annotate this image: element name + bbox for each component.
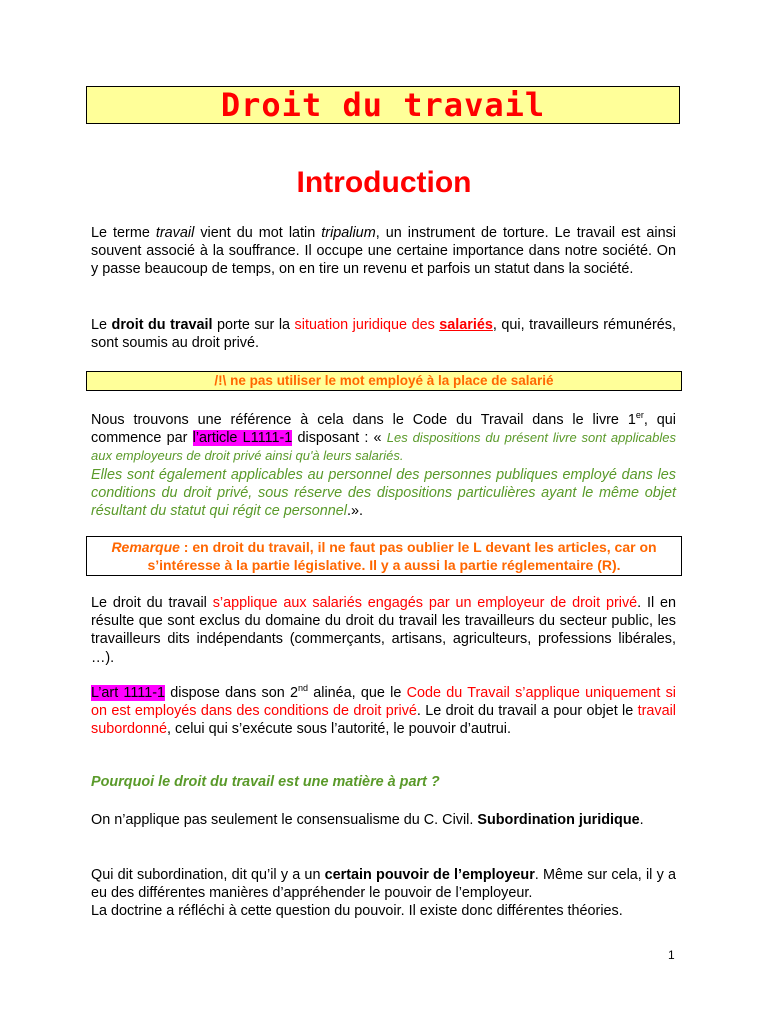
paragraph-5: [91, 684, 676, 739]
text: .».: [347, 503, 363, 520]
text: , qui commence par: [91, 412, 676, 447]
text: Le: [91, 317, 112, 333]
paragraph-2: [91, 316, 676, 352]
question-heading: Pourquoi le droit du travail est une matière à part ?: [91, 774, 440, 790]
text: , un instrument de torture. Le travail est ainsi souvent associé à la souffrance. Il occupe une certaine importance dans notre société. On y passe beaucoup de temps, on en tire un revenu et parfois un statut dans la société.: [91, 225, 676, 278]
text: .: [639, 812, 644, 828]
text: , celui qui s’exécute sous l’autorité, le pouvoir d’autrui.: [167, 721, 511, 738]
text: . Il en résulte que sont exclus du domaine du droit du travail les travailleurs du secteur public, les travailleurs dits indépendants (commerçants, artisans, agriculteurs, professions libérales, …).: [91, 595, 676, 666]
quote-text: Elles sont également applicables au personnel des personnes publiques employé dans les conditions du droit privé, sous réserve des dispositions particulières ayant le même objet résultant du statut qui régit ce personnel: [91, 466, 676, 520]
remark-label: Remarque: [111, 539, 180, 555]
text: , qui, travailleurs rémunérés, sont soumis au droit privé.: [91, 317, 676, 352]
page-number: 1: [668, 948, 675, 962]
text-red: travail subordonné: [91, 703, 676, 738]
text-red: situation juridique des: [294, 317, 440, 333]
superscript: nd: [298, 683, 309, 694]
title-banner: [86, 86, 680, 124]
text: porte sur la: [212, 317, 295, 333]
document-title: Droit du travail: [220, 86, 546, 124]
text-red-underline: salariés: [439, 317, 493, 333]
text: dispose dans son 2: [165, 685, 299, 701]
warning-box: /!\ ne pas utiliser le mot employé à la place de salarié: [86, 371, 682, 391]
text-red: Code du Travail s’applique uniquement si on est employés dans des conditions de droit privé: [91, 685, 676, 720]
text: vient du mot latin: [194, 225, 322, 241]
text: Nous trouvons une référence à cela dans le Code du Travail dans le livre 1: [91, 412, 636, 428]
paragraph-1: [91, 224, 676, 279]
paragraph-4: [91, 594, 676, 667]
text: Le terme: [91, 225, 156, 241]
text-italic: tripalium: [321, 225, 376, 241]
quote-text: Les dispositions du présent livre sont applicables aux employeurs de droit privé ainsi qu'à leurs salariés.: [91, 430, 676, 464]
remark-text: : en droit du travail, il ne faut pas oublier le L devant les articles, car on s’intéresse à la partie législative. Il y a aussi la partie réglementaire (R).: [147, 539, 657, 573]
text: On n’applique pas seulement le consensualisme du C. Civil.: [91, 812, 478, 828]
text-italic: travail: [155, 225, 195, 241]
text: alinéa, que le: [308, 685, 407, 701]
text: . Même sur cela, il y a eu des différentes manières d’appréhender le pouvoir de l’employeur.: [91, 867, 676, 902]
article-reference-highlight: l’article L1111-1: [192, 430, 293, 447]
text-bold: Subordination juridique: [477, 812, 640, 828]
article-reference-highlight: L’art 1111-1: [91, 685, 166, 701]
remark-box: [86, 536, 682, 576]
paragraph-7: [91, 866, 676, 902]
section-heading: Introduction: [296, 166, 472, 199]
superscript: er: [635, 410, 644, 421]
text: Le droit du travail: [91, 595, 213, 611]
paragraph-3: [91, 411, 676, 520]
text: Qui dit subordination, dit qu’il y a un: [91, 867, 325, 883]
paragraph-6: [91, 811, 676, 829]
text: disposant : «: [292, 430, 387, 447]
text-bold: certain pouvoir de l’employeur: [324, 867, 535, 883]
text: . Le droit du travail a pour objet le: [416, 703, 638, 720]
text-bold: droit du travail: [111, 317, 213, 333]
text-red: s’applique aux salariés engagés par un employeur de droit privé: [212, 595, 638, 611]
paragraph-8: La doctrine a réfléchi à cette question du pouvoir. Il existe donc différentes théories.: [91, 903, 623, 919]
